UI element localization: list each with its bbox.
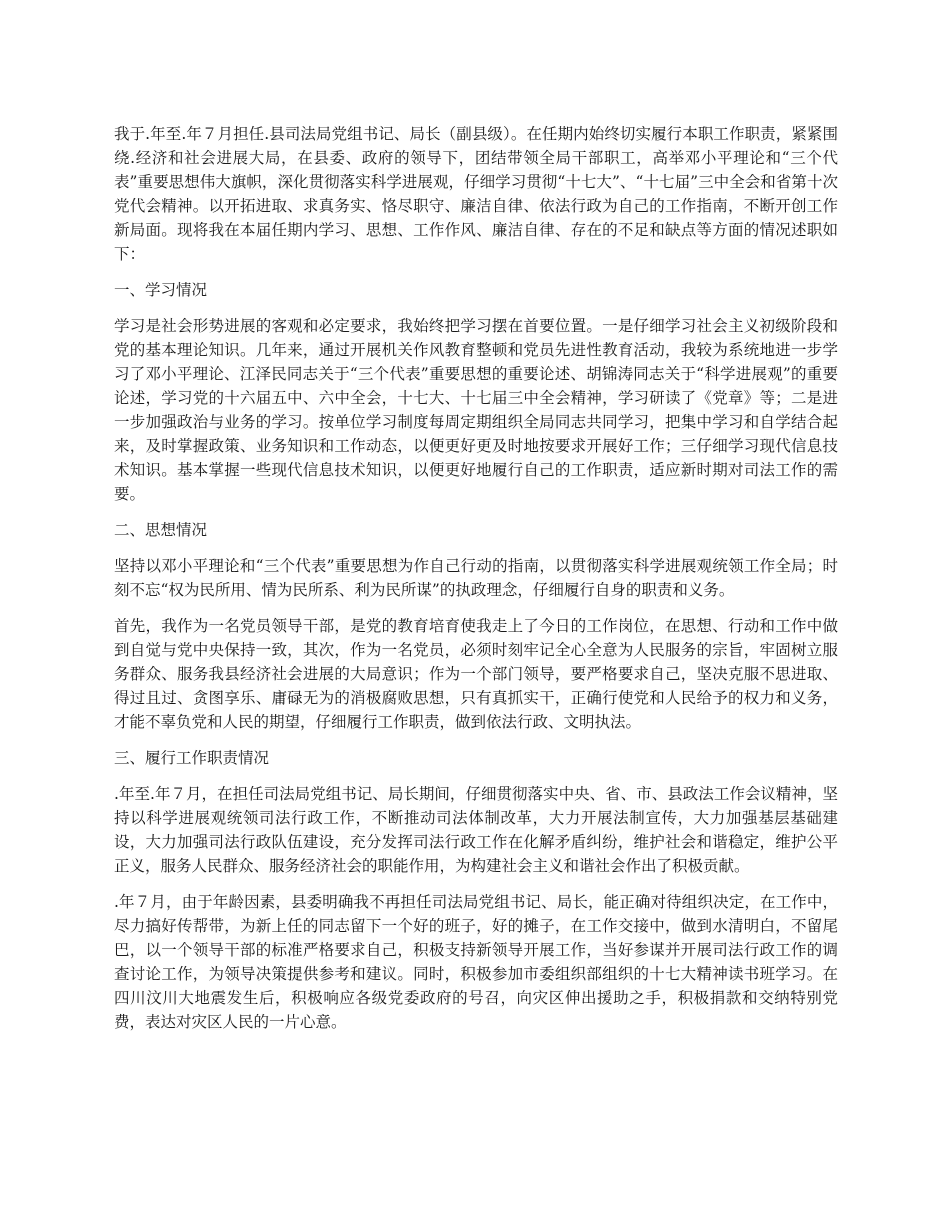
thought-paragraph-1: 坚持以邓小平理论和“三个代表”重要思想为作自己行动的指南，以贯彻落实科学进展观统领工作全局；时刻不忘“权为民所用、情为民所系、利为民所谋”的执政理念，仔细履行自身的职责和义务。 [114,557,838,599]
section-heading-study: 一、学习情况 [114,281,208,299]
study-paragraph: 学习是社会形势进展的客观和必定要求，我始终把学习摆在首要位置。一是仔细学习社会主义初级阶段和党的基本理论知识。几年来，通过开展机关作风教育整顿和党员先进性教育活动，我较为系统地进一步学习了邓小平理论、江泽民同志关于“三个代表”重要思想的重要论述、胡锦涛同志关于“科学进展观”的重要论述，学习党的十六届五中、六中全会，十七大、十七届三中全会精神，学习研读了《党章》等；二是进一步加强政治与业务的学习。按单位学习制度每周定期组织全局同志共同学习，把集中学习和自学结合起来，及时掌握政策、业务知识和工作动态，以便更好更及时地按要求开展好工作；三仔细学习现代信息技术知识。基本掌握一些现代信息技术知识，以便更好地履行自己的工作职责，适应新时期对司法工作的需要。 [114,317,838,503]
duties-paragraph-1: .年至.年７月，在担任司法局党组书记、局长期间，仔细贯彻落实中央、省、市、县政法工作会议精神，坚持以科学进展观统领司法行政工作，不断推动司法体制改革，大力开展法制宣传，大力加强基层基础建设，大力加强司法行政队伍建设，充分发挥司法行政工作在化解矛盾纠纷，维护社会和谐稳定，维护公平正义，服务人民群众、服务经济社会的职能作用，为构建社会主义和谐社会作出了积极贡献。 [114,785,838,875]
section-heading-duties: 三、履行工作职责情况 [114,749,270,767]
intro-paragraph: 我于.年至.年７月担任.县司法局党组书记、局长（副县级）。在任期内始终切实履行本职工作职责，紧紧围绕.经济和社会进展大局，在县委、政府的领导下，团结带领全局干部职工，高举邓小平理论和“三个代表”重要思想伟大旗帜，深化贯彻落实科学进展观，仔细学习贯彻“十七大”、“十七届”三中全会和省第十次党代会精神。以开拓进取、求真务实、恪尽职守、廉洁自律、依法行政为自己的工作指南，不断开创工作新局面。现将我在本届任期内学习、思想、工作作风、廉洁自律、存在的不足和缺点等方面的情况述职如下： [114,125,838,263]
thought-paragraph-2: 首先，我作为一名党员领导干部，是党的教育培育使我走上了今日的工作岗位，在思想、行动和工作中做到自觉与党中央保持一致，其次，作为一名党员，必须时刻牢记全心全意为人民服务的宗旨，牢固树立服务群众、服务我县经济社会进展的大局意识；作为一个部门领导，要严格要求自己，坚决克服不思进取、得过且过、贪图享乐、庸碌无为的消极腐败思想，只有真抓实干，正确行使党和人民给予的权力和义务，才能不辜负党和人民的期望，仔细履行工作职责，做到依法行政、文明执法。 [114,617,838,731]
document-body [114,122,838,1046]
duties-paragraph-2: .年７月，由于年龄因素，县委明确我不再担任司法局党组书记、局长，能正确对待组织决定，在工作中，尽力搞好传帮带，为新上任的同志留下一个好的班子，好的摊子，在工作交接中，做到水清明白，不留尾巴，以一个领导干部的标准严格要求自己，积极支持新领导开展工作，当好参谋并开展司法行政工作的调查讨论工作，为领导决策提供参考和建议。同时，积极参加市委组织部组织的十七大精神读书班学习。在四川汶川大地震发生后，积极响应各级党委政府的号召，向灾区伸出援助之手，积极捐款和交纳特别党费，表达对灾区人民的一片心意。 [114,893,838,1031]
section-heading-thought: 二、思想情况 [114,521,208,539]
